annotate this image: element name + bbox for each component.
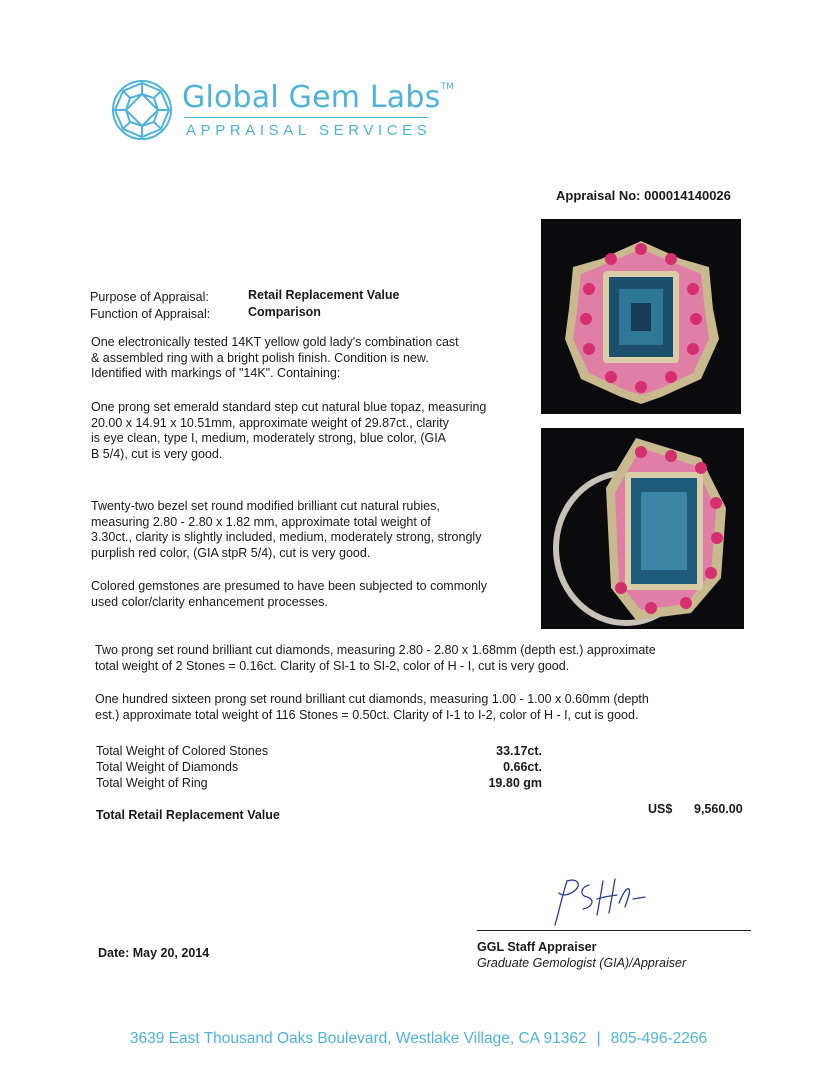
two-diamonds-line: total weight of 2 Stones = 0.16ct. Clarity of SI-1 to SI-2, color of H - I, cut is very good. — [95, 658, 570, 673]
small-diamonds-line: One hundred sixteen prong set round brilliant cut diamonds, measuring 1.00 - 1.00 x 0.60mm (depth — [95, 692, 649, 706]
total-colored-value: 33.17ct. — [496, 744, 542, 758]
trademark-mark: TM — [440, 82, 455, 92]
total-diamonds-value: 0.66ct. — [503, 760, 542, 774]
footer-separator: | — [596, 1030, 601, 1047]
two-diamonds-description — [95, 643, 725, 674]
topaz-line: B 5/4), cut is very good. — [91, 446, 223, 461]
diamond-logo-icon — [110, 78, 174, 142]
two-diamonds-line: Two prong set round brilliant cut diamonds, measuring 2.80 - 2.80 x 1.68mm (depth est.) approximate — [95, 643, 656, 657]
total-value-amount: 9,560.00 — [694, 802, 743, 816]
treatment-note — [91, 579, 531, 610]
ring-line: & assembled ring with a bright polish finish. Condition is new. — [91, 350, 429, 365]
appraiser-name: GGL Staff Appraiser — [477, 940, 597, 954]
total-ring-value: 19.80 gm — [488, 776, 542, 790]
topaz-line: 20.00 x 14.91 x 10.51mm, approximate weight of 29.87ct., clarity — [91, 415, 449, 430]
total-value-label: Total Retail Replacement Value — [96, 808, 280, 822]
treatment-line: Colored gemstones are presumed to have been subjected to commonly — [91, 579, 488, 593]
brand-subtitle: APPRAISAL SERVICES — [186, 122, 432, 139]
total-diamonds-label: Total Weight of Diamonds — [96, 760, 239, 774]
small-diamonds-description — [95, 692, 725, 723]
ring-photo-top — [541, 219, 741, 414]
appraisal-number: Appraisal No: 000014140026 — [556, 188, 731, 203]
logo-divider — [184, 117, 428, 118]
appraisal-date: Date: May 20, 2014 — [98, 946, 210, 960]
topaz-line: One prong set emerald standard step cut natural blue topaz, measuring — [91, 400, 487, 414]
purpose-label: Purpose of Appraisal: — [90, 290, 209, 304]
ring-description — [91, 335, 531, 382]
topaz-description — [91, 400, 531, 462]
rubies-line: Twenty-two bezel set round modified brilliant cut natural rubies, — [91, 499, 440, 513]
total-value-currency: US$ — [648, 802, 673, 816]
topaz-line: is eye clean, type I, medium, moderately strong, blue color, (GIA — [91, 431, 447, 445]
total-ring-label: Total Weight of Ring — [96, 776, 208, 790]
treatment-line: used color/clarity enhancement processes. — [91, 594, 328, 609]
rubies-line: measuring 2.80 - 2.80 x 1.82 mm, approximate total weight of — [91, 514, 431, 529]
rubies-description — [91, 499, 531, 561]
function-value: Comparison — [248, 305, 321, 319]
total-colored-label: Total Weight of Colored Stones — [96, 744, 269, 758]
appraiser-signature — [545, 873, 655, 931]
footer-contact — [0, 1030, 837, 1048]
signature-line — [477, 930, 751, 931]
footer-address: 3639 East Thousand Oaks Boulevard, Westlake Village, CA 91362 — [129, 1030, 587, 1047]
function-label: Function of Appraisal: — [90, 307, 211, 321]
rubies-line: 3.30ct., clarity is slightly included, medium, moderately strong, strongly — [91, 530, 482, 544]
ring-line: One electronically tested 14KT yellow gold lady's combination cast — [91, 335, 459, 349]
footer-phone: 805-496-2266 — [610, 1030, 708, 1047]
small-diamonds-line: est.) approximate total weight of 116 Stones = 0.50ct. Clarity of I-1 to I-2, color of H - I, cut is good. — [95, 707, 639, 722]
ring-line: Identified with markings of "14K". Containing: — [91, 366, 341, 380]
ring-photo-angle — [541, 428, 744, 629]
rubies-line: purplish red color, (GIA stpR 5/4), cut is very good. — [91, 545, 371, 560]
appraiser-title: Graduate Gemologist (GIA)/Appraiser — [477, 956, 687, 970]
purpose-value: Retail Replacement Value — [248, 288, 400, 302]
brand-name-text: Global Gem Labs — [182, 80, 441, 115]
brand-name — [182, 80, 454, 115]
